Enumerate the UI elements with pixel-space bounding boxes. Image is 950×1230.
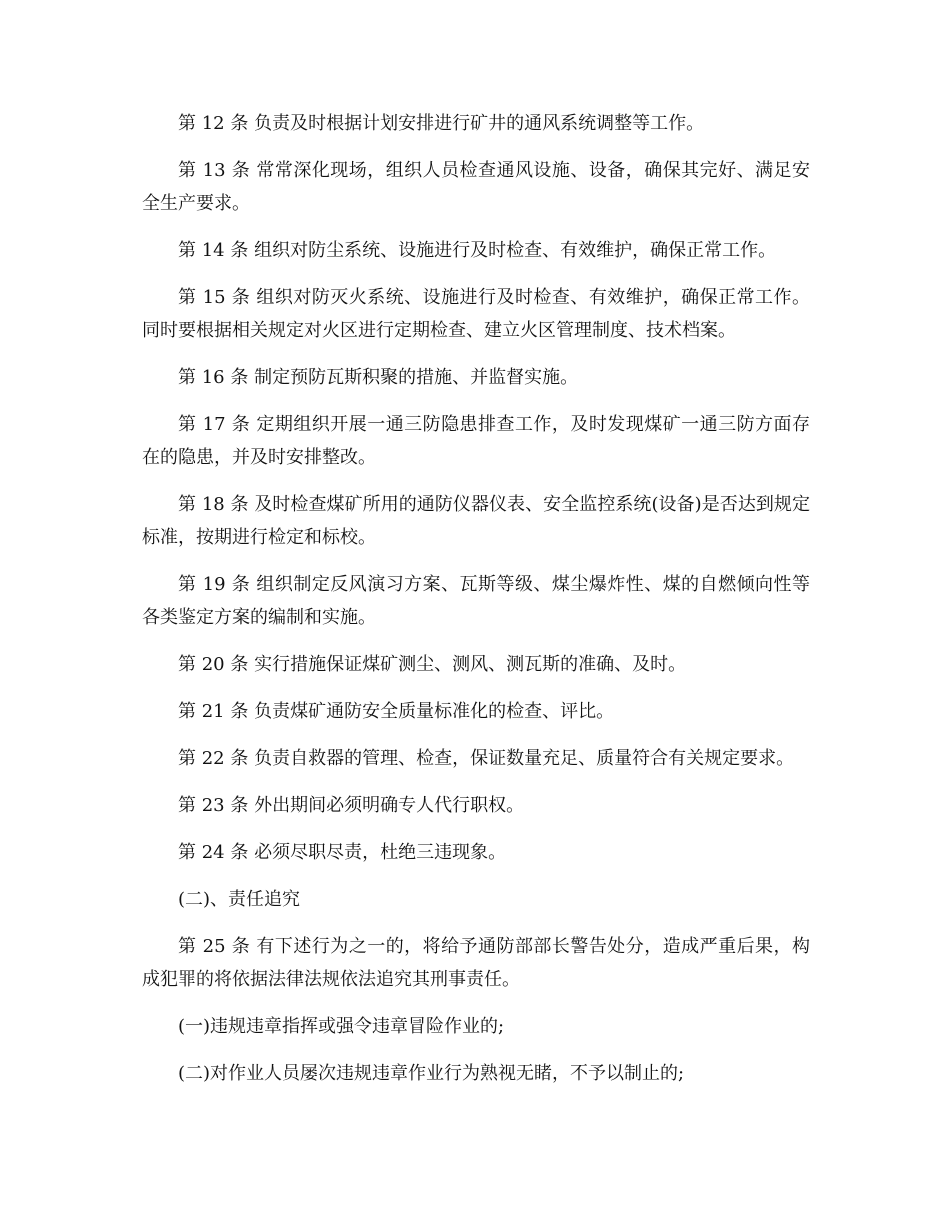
paragraph-article-12: 第 12 条 负责及时根据计划安排进行矿井的通风系统调整等工作。 <box>178 113 705 134</box>
paragraph-article-16: 第 16 条 制定预防瓦斯积聚的措施、并监督实施。 <box>178 367 579 388</box>
paragraph-article-17: 第 17 条 定期组织开展一通三防隐患排查工作，及时发现煤矿一通三防方面存在的隐患，并及时安排整改。 <box>142 414 810 468</box>
paragraph-article-15: 第 15 条 组织对防灭火系统、设施进行及时检查、有效维护，确保正常工作。同时要根据相关规定对火区进行定期检查、建立火区管理制度、技术档案。 <box>142 287 810 341</box>
paragraph-article-23: 第 23 条 外出期间必须明确专人代行职权。 <box>178 795 525 816</box>
paragraph-article-20: 第 20 条 实行措施保证煤矿测尘、测风、测瓦斯的准确、及时。 <box>178 654 687 675</box>
paragraph-article-13: 第 13 条 常常深化现场，组织人员检查通风设施、设备，确保其完好、满足安全生产要求。 <box>142 160 810 214</box>
list-item-1: (一)违规违章指挥或强令违章冒险作业的; <box>178 1016 505 1037</box>
paragraph-article-14: 第 14 条 组织对防尘系统、设施进行及时检查、有效维护，确保正常工作。 <box>178 240 777 261</box>
list-item-2: (二)对作业人员屡次违规违章作业行为熟视无睹，不予以制止的; <box>178 1063 685 1084</box>
document-body <box>142 107 810 1104</box>
section-heading-responsibility: (二)、责任追究 <box>178 889 301 910</box>
paragraph-article-22: 第 22 条 负责自救器的管理、检查，保证数量充足、质量符合有关规定要求。 <box>178 748 795 769</box>
paragraph-article-24: 第 24 条 必须尽职尽责，杜绝三违现象。 <box>178 842 507 863</box>
paragraph-article-18: 第 18 条 及时检查煤矿所用的通防仪器仪表、安全监控系统(设备)是否达到规定标准，按期进行检定和标校。 <box>142 494 810 548</box>
paragraph-article-19: 第 19 条 组织制定反风演习方案、瓦斯等级、煤尘爆炸性、煤的自燃倾向性等各类鉴定方案的编制和实施。 <box>142 574 810 628</box>
paragraph-article-21: 第 21 条 负责煤矿通防安全质量标准化的检查、评比。 <box>178 701 615 722</box>
paragraph-article-25: 第 25 条 有下述行为之一的，将给予通防部部长警告处分，造成严重后果，构成犯罪的将依据法律法规依法追究其刑事责任。 <box>142 936 810 990</box>
